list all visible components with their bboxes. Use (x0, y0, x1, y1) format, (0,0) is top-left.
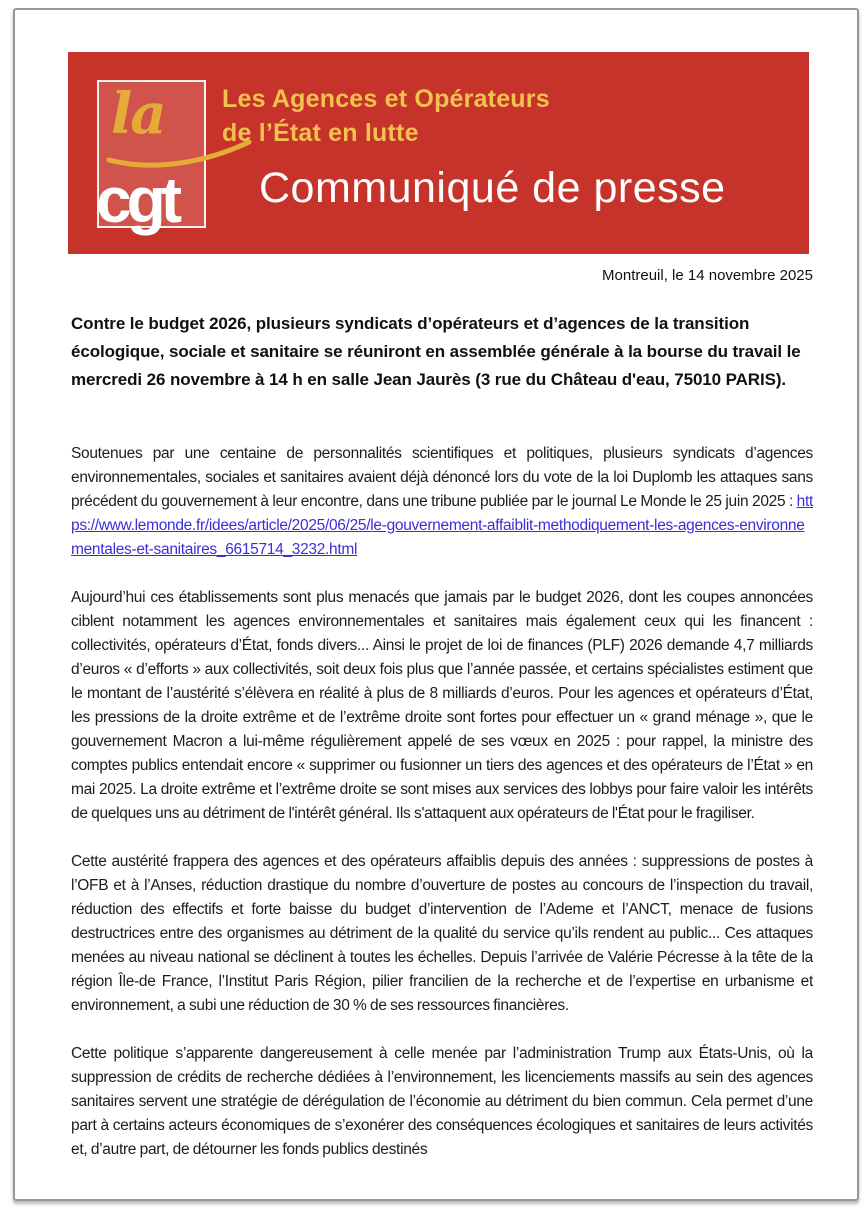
paragraph-soutenues-text: Soutenues par une centaine de personnalités scientifiques et politiques, plusieurs syndicats d’agences environnementales, sociales et sanitaires avaient déjà dénoncé lors du vote de la loi Duplomb les attaques sans précédent du gouvernement à leur encontre, dans une tribune publiée par le journal Le Monde le 25 juin 2025 : (71, 445, 813, 510)
paragraph-budget-2026: Aujourd’hui ces établissements sont plus menacés que jamais par le budget 2026, dont les coupes annoncées ciblent notamment les agences environnementales et sanitaires mais également ceux qui les financent : collectivités, opérateurs d’État, fonds divers... Ainsi le projet de loi de finances (PLF) 2026 demande 4,7 milliards d’euros « d’efforts » aux collectivités, soit deux fois plus que l’année passée, et certains spécialistes estiment que le montant de l’austérité s’élèvera en réalité à plus de 8 milliards d’euros. Pour les agences et opérateurs d’État, les pressions de la droite extrême et de l’extrême droite sont fortes pour effectuer un « grand ménage », que le gouvernement Macron a lui-même régulièrement appelé de ses vœux en 2025 : pour rappel, la ministre des comptes publics entendait encore « supprimer ou fusionner un tiers des agences et des opérateurs de l’État » en mai 2025. La droite extrême et l’extrême droite se sont mises aux services des lobbys pour faire valoir les intérêts de quelques uns au détriment de l'intérêt général. Ils s'attaquent aux opérateurs de l'État pour le fragiliser. (71, 589, 813, 822)
lemonde-article-link[interactable]: https://www.lemonde.fr/idees/article/2025/06/25/le-gouvernement-affaiblit-methodiquement-les-agences-environnementales-et-sanitaires_6615714_3232.html (71, 493, 813, 558)
org-title (222, 82, 550, 150)
paragraph-austerite: Cette austérité frappera des agences et des opérateurs affaiblis depuis des années : suppressions de postes à l’OFB et à l’Anses, réduction drastique du nombre d’ouverture de postes au concours de l’inspection du travail, réduction des effectifs et forte baisse du budget d’intervention de l’Ademe et l’ANCT, menace de fusions destructrices entre des organismes au détriment de la qualité du service qu’ils rendent au public... Ces attaques menées au niveau national se déclinent à toutes les échelles. Depuis l’arrivée de Valérie Pécresse à la tête de la région Île-de France, l’Institut Paris Région, pilier francilien de la recherche et de l’expertise en urbanisme et environnement, a subi une réduction de 30 % de ses ressources financières. (71, 853, 813, 1014)
lead-paragraph: Contre le budget 2026, plusieurs syndicats d’opérateurs et d’agences de la transition écologique, sociale et sanitaire se réuniront en assemblée générale à la bourse du travail le mercredi 26 novembre à 14 h en salle Jean Jaurès (3 rue du Château d'eau, 75010 PARIS). (71, 314, 801, 389)
header-banner (68, 52, 809, 254)
org-title-line2: de l’État en lutte (222, 119, 419, 147)
dateline: Montreuil, le 14 novembre 2025 (602, 267, 813, 284)
cgt-logo (96, 80, 206, 236)
paragraph-politique-trump: Cette politique s’apparente dangereusement à celle menée par l’administration Trump aux États-Unis, où la suppression de crédits de recherche dédiées à l’environnement, les licenciements massifs au sein des agences sanitaires servent une stratégie de dérégulation de l’économie au détriment du bien commun. Cela permet d’une part à certains acteurs économiques de s’exonérer des conséquences écologiques et sanitaires de leurs activités et, d’autre part, de détourner les fonds publics destinés (71, 1045, 813, 1158)
cgt-logo-cgt: cgt (96, 163, 177, 236)
org-title-line1: Les Agences et Opérateurs (222, 85, 550, 113)
press-release-title: Communiqué de presse (259, 164, 726, 212)
document-page (13, 8, 859, 1201)
cgt-logo-la-script: la (111, 81, 165, 147)
paragraph-soutenues (71, 442, 813, 562)
